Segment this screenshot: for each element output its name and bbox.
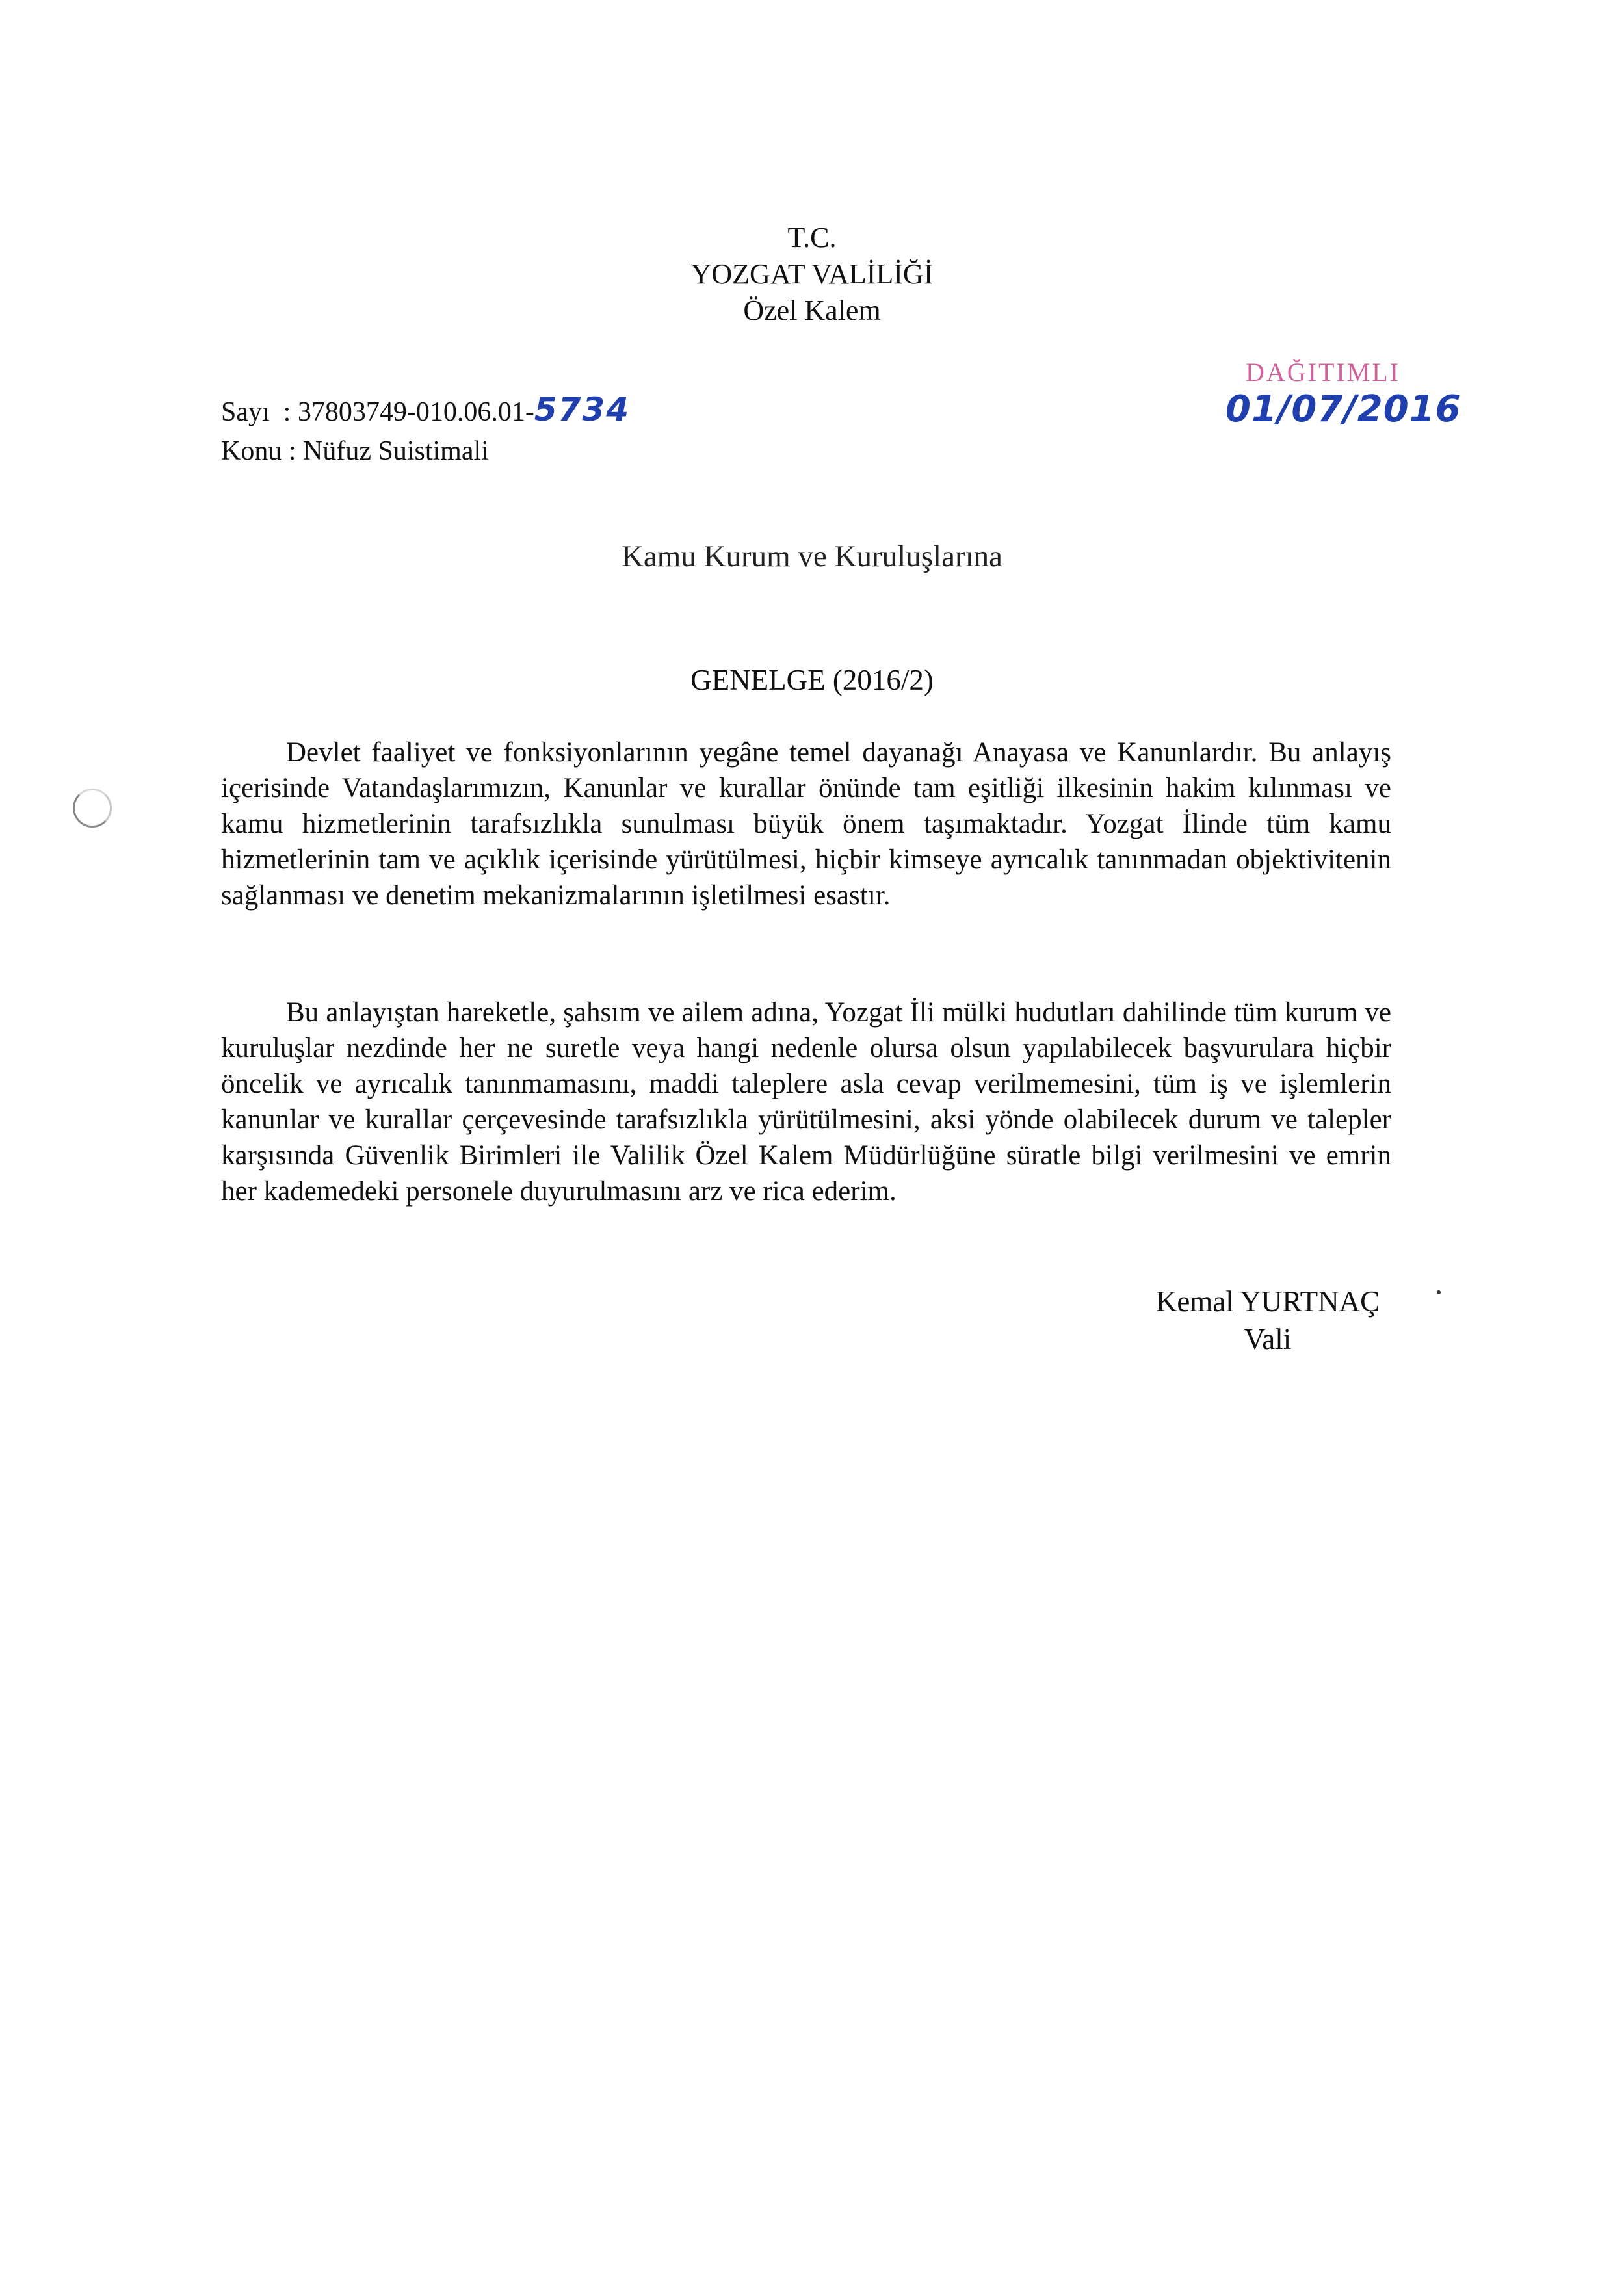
paragraph-text: Bu anlayıştan hareketle, şahsım ve ailem adına, Yozgat İli mülki hudutları dahilinde tüm kurum ve kuruluşlar nezdinde her ne suretle veya hangi nedenle olursa olsun yapılabilecek başvurulara hiçbir öncelik ve ayrıcalık tanınmamasını, maddi taleplere asla cevap verilmemesini, tüm iş ve işlemlerin kanunlar ve kurallar çerçevesinde tarafsızlıkla yürütülmesini, aksi yönde olabilecek durum ve talepler karşısında Güvenlik Birimleri ile Valilik Özel Kalem Müdürlüğüne süratle bilgi verilmesini ve emrin her kademedeki personele duyurulmasını arz ve rica ederim.: [221, 997, 1391, 1207]
konu-line: [221, 432, 630, 471]
addressee: Kamu Kurum ve Kuruluşlarına: [621, 540, 1003, 573]
circular-title: GENELGE (2016/2): [690, 664, 934, 696]
header-line-governorship: YOZGAT VALİLİĞİ: [690, 258, 934, 290]
stamp-text: DAĞITIMLI: [1245, 358, 1401, 387]
reference-block: [221, 390, 630, 471]
konu-value: : Nüfuz Suistimali: [288, 436, 489, 466]
sayi-value: : 37803749-010.06.01-: [283, 397, 534, 427]
signatory-title: Vali: [1244, 1323, 1292, 1355]
scan-speck: [1437, 1290, 1441, 1294]
sayi-label: Sayı: [221, 397, 270, 427]
sayi-line: [221, 390, 630, 432]
body-paragraph-2: [221, 995, 1391, 1209]
punch-hole-mark: [73, 789, 112, 828]
signature-block: [1105, 1283, 1430, 1358]
paragraph-text: Devlet faaliyet ve fonksiyonlarının yegâne temel dayanağı Anayasa ve Kanunlardır. Bu anlayış içerisinde Vatandaşlarımızın, Kanunlar ve kurallar önünde tam eşitliği ilkesinin hakim kılınması ve kamu hizmetlerinin tarafsızlıkla sunulması büyük önem taşımaktadır. Yozgat İlinde tüm kamu hizmetlerinin tam ve açıklık içerisinde yürütülmesi, hiçbir kimseye ayrıcalık tanınmadan objektivitenin sağlanması ve denetim mekanizmalarının işletilmesi esastır.: [221, 737, 1391, 911]
konu-label: Konu: [221, 436, 282, 466]
signatory-name: Kemal YURTNAÇ: [1155, 1285, 1380, 1318]
distribution-stamp: [1225, 356, 1461, 430]
header-line-tc: T.C.: [787, 222, 837, 254]
body-paragraph-1: [221, 735, 1391, 913]
header-line-department: Özel Kalem: [743, 294, 881, 326]
stamp-handwritten-date: 01/07/2016: [1225, 388, 1461, 430]
sayi-handwritten-number: 5734: [534, 391, 630, 428]
letterhead: [0, 220, 1624, 329]
